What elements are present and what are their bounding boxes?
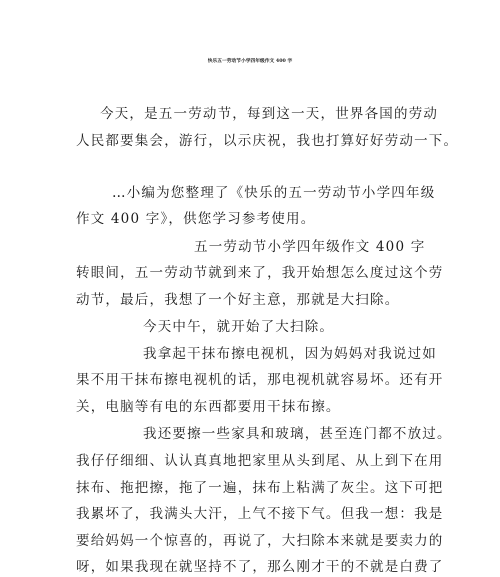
paragraph-line: 人民都要集会，游行，以示庆祝，我也打算好好劳动一下。	[76, 133, 459, 149]
paragraph-line: 关，电脑等有电的东西都要用干抹布擦。	[76, 399, 341, 415]
paragraph-line: 转眼间，五一劳动节就到来了，我开始想怎么度过这个劳	[76, 265, 444, 281]
section-heading: 五一劳动节小学四年级作文 400 字	[194, 239, 426, 255]
paragraph-line: 要给妈妈一个惊喜的，再说了，大扫除本来就是要卖力的	[76, 533, 444, 549]
paragraph-line: 抹布、拖把擦，拖了一遍，抹布上粘满了灰尘。这下可把	[76, 480, 444, 496]
paragraph-line: 动节，最后，我想了一个好主意，那就是大扫除。	[76, 292, 400, 308]
paragraph-line: 今天中午，就开始了大扫除。	[143, 319, 335, 335]
paragraph-line: 呀，如果我现在就坚持不了，那么刚才干的不就是白费了	[76, 559, 444, 575]
paragraph-line: 果不用干抹布擦电视机的话，那电视机就容易坏。还有开	[76, 372, 444, 388]
paragraph-line: 我拿起干抹布擦电视机，因为妈妈对我说过如	[143, 346, 437, 362]
paragraph-line: 我还要擦一些家具和玻璃，甚至连门都不放过。	[143, 426, 452, 442]
paragraph-line: 我累坏了，我满头大汗，上气不接下气。但我一想：我是	[76, 506, 444, 522]
document-title: 快乐五一劳动节小学四年级作文 400 字	[207, 59, 293, 64]
paragraph-line: 我仔仔细细、认认真真地把家里从头到尾、从上到下在用	[76, 453, 444, 469]
paragraph-line: 今天，是五一劳动节，每到这一天，世界各国的劳动	[100, 106, 439, 122]
paragraph-line: 作文 400 字》，供您学习参考使用。	[76, 211, 316, 227]
paragraph-line: …小编为您整理了《快乐的五一劳动节小学四年级	[112, 185, 436, 201]
